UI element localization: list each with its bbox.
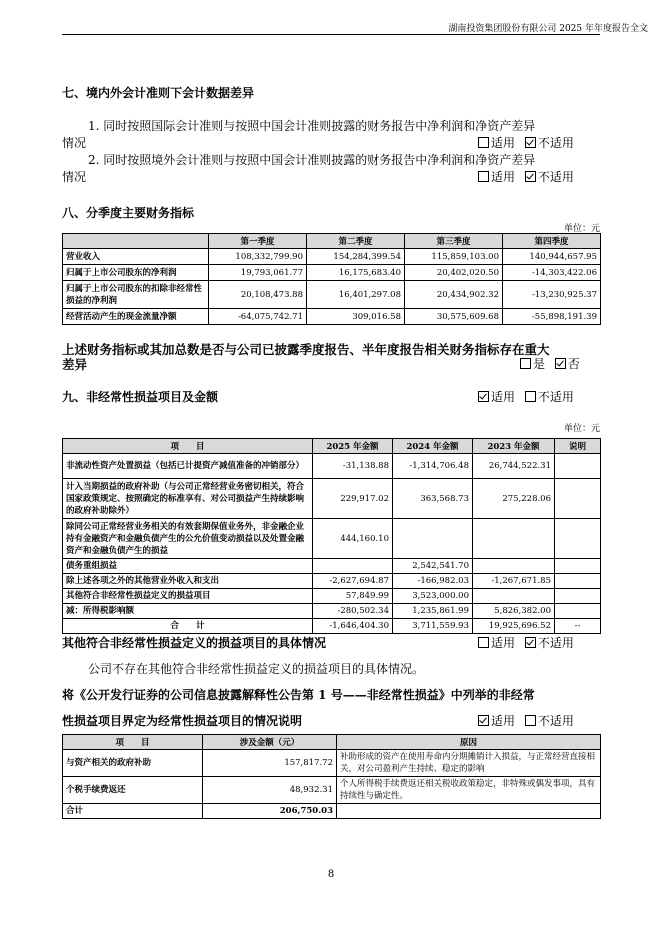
table-header: 2023 年金额 <box>473 439 555 454</box>
checkbox-checked-icon <box>525 171 536 182</box>
non-recurring-table <box>62 438 601 634</box>
sec7-item2-options: 适用 不适用 <box>478 168 574 185</box>
sec8-note: 上述财务指标或其加总数是否与公司已披露季度报告、半年度报告相关财务指标存在重大 <box>62 342 550 357</box>
page-header: 湖南投资集团股份有限公司 2025 年年度报告全文 <box>448 24 648 34</box>
checkbox-checked-icon <box>555 358 566 369</box>
redefinition-title-cont: 性损益项目界定为经常性损益项目的情况说明 <box>62 714 303 728</box>
other-items-options: 适用 不适用 <box>478 634 574 651</box>
section-9-title: 九、非经常性损益项目及金额 <box>62 390 219 404</box>
table-row: 与资产相关的政府补助 157,817.72 补助形成的资产在使用寿命内分期摊销计入损益，与正常经营直接相关，对公司盈利产生持续、稳定的影响 <box>63 750 601 777</box>
checkbox-checked-icon <box>525 637 536 648</box>
sec7-item2-text: 2. 同时按照境外会计准则与按照中国会计准则披露的财务报告中净利润和净资产差异 <box>88 153 536 167</box>
sec8-note-options: 是 否 <box>520 355 580 372</box>
table-header: 涉及金额（元） <box>203 735 337 750</box>
sec7-item1-options: 适用 不适用 <box>478 134 574 151</box>
table-row: 减：所得税影响额 -280,502.34 1,235,861.99 5,826,382.00 <box>63 604 601 619</box>
table-row: 经营活动产生的现金流量净额 -64,075,742.71 309,016.58 30,575,609.68 -55,898,191.39 <box>63 309 601 325</box>
table-header: 项 目 <box>63 439 313 454</box>
sec7-item1-text: 1. 同时按照国际会计准则与按照中国会计准则披露的财务报告中净利润和净资产差异 <box>88 119 536 133</box>
sec7-item2-text-cont: 情况 <box>62 170 87 184</box>
table-row: 除同公司正常经营业务相关的有效套期保值业务外，非金融企业持有金融资产和金融负债产生的公允价值变动损益以及处置金融资产和金融负债产生的损益 444,160.10 <box>63 519 601 559</box>
sec7-item1-text-cont: 情况 <box>62 136 87 150</box>
sec8-unit: 单位：元 <box>563 224 600 234</box>
checkbox-unchecked-icon <box>478 137 489 148</box>
table-row: 营业收入 108,332,799.90 154,284,399.54 115,859,103.00 140,944,657.95 <box>63 249 601 265</box>
checkbox-checked-icon <box>525 137 536 148</box>
table-header: 2024 年金额 <box>393 439 473 454</box>
table-row: 归属于上市公司股东的扣除非经常性损益的净利润 20,108,473.88 16,401,297.08 20,434,902.32 -13,230,925.37 <box>63 281 601 309</box>
table-row: 个税手续费返还 48,932.31 个人所得税手续费返还相关税收政策稳定，非特殊或偶发事项，具有持续性与确定性。 <box>63 777 601 804</box>
table-row: 归属于上市公司股东的净利润 19,793,061.77 16,175,683.40 20,402,020.50 -14,303,422.06 <box>63 265 601 281</box>
table-header <box>63 234 209 249</box>
redefinition-options: 适用 不适用 <box>478 712 574 729</box>
table-row-total: 合计 206,750.03 <box>63 804 601 819</box>
checkbox-checked-icon <box>478 715 489 726</box>
table-header: 说明 <box>555 439 601 454</box>
table-row: 其他符合非经常性损益定义的损益项目 57,849.99 3,523,000.00 <box>63 589 601 604</box>
checkbox-unchecked-icon <box>478 637 489 648</box>
sec8-note-cont: 差异 <box>62 357 88 372</box>
table-row: 计入当期损益的政府补助（与公司正常经营业务密切相关，符合国家政策规定、按照确定的标准享有、对公司损益产生持续影响的政府补助除外） 229,917.02 363,568.73 275,228.06 <box>63 479 601 519</box>
table-header: 项 目 <box>63 735 203 750</box>
table-header: 原因 <box>337 735 601 750</box>
section-8-title: 八、分季度主要财务指标 <box>62 206 195 220</box>
sec9-unit: 单位：元 <box>563 424 600 434</box>
table-row-total: 合 计 -1,646,404.30 3,711,559.93 19,925,696.52 -- <box>63 619 601 634</box>
table-row: 除上述各项之外的其他营业外收入和支出 -2,627,694.87 -166,982.03 -1,267,671.85 <box>63 574 601 589</box>
section-7-title: 七、境内外会计准则下会计数据差异 <box>62 86 255 100</box>
redefinition-title: 将《公开发行证券的公司信息披露解释性公告第 1 号——非经常性损益》中列举的非经常 <box>62 688 535 702</box>
checkbox-unchecked-icon <box>525 715 536 726</box>
table-header: 第二季度 <box>307 234 405 249</box>
quarterly-table <box>62 233 601 325</box>
table-header: 2025 年金额 <box>313 439 393 454</box>
redefinition-table <box>62 734 601 819</box>
header-divider <box>62 34 600 35</box>
checkbox-unchecked-icon <box>478 171 489 182</box>
other-items-title: 其他符合非经常性损益定义的损益项目的具体情况 <box>62 636 327 650</box>
page-number: 8 <box>327 869 335 880</box>
table-row: 债务重组损益 2,542,541.70 <box>63 559 601 574</box>
sec9-options: 适用 不适用 <box>478 388 574 405</box>
table-row: 非流动性资产处置损益（包括已计提资产减值准备的冲销部分） -31,138.88 -1,314,706.48 26,744,522.31 <box>63 454 601 479</box>
checkbox-checked-icon <box>478 391 489 402</box>
table-header: 第一季度 <box>209 234 307 249</box>
table-header: 第四季度 <box>503 234 601 249</box>
checkbox-unchecked-icon <box>520 358 531 369</box>
checkbox-unchecked-icon <box>525 391 536 402</box>
other-items-text: 公司不存在其他符合非经常性损益定义的损益项目的具体情况。 <box>88 662 425 676</box>
table-header: 第三季度 <box>405 234 503 249</box>
